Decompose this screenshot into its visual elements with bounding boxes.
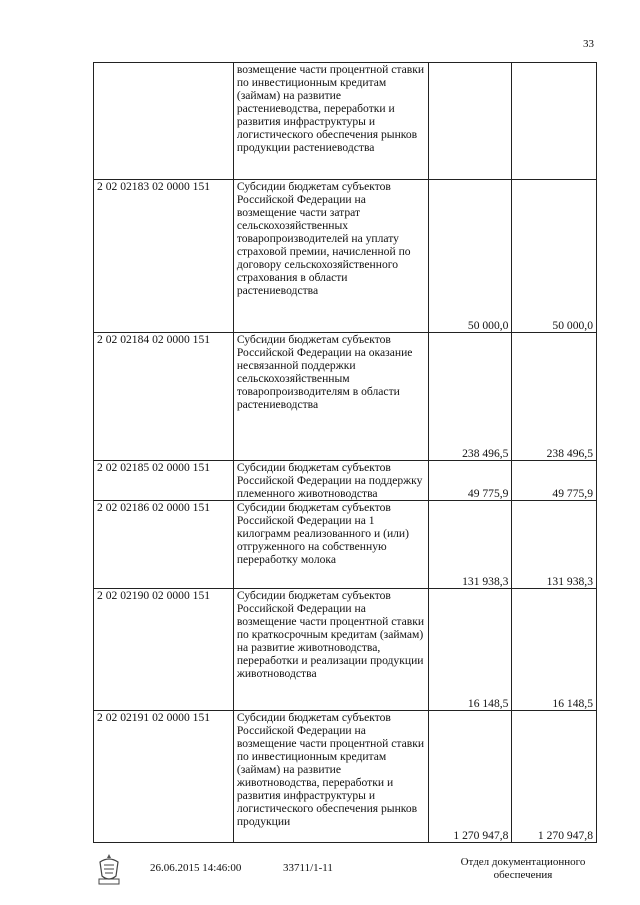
code-cell: 2 02 02183 02 0000 151 — [94, 180, 234, 333]
description-cell: Субсидии бюджетам субъектов Российской Федерации на возмещение части процентной ставки по инвестиционным кредитам (займам) на развитие животноводства, переработки и развития инфраструктуры и логистического обеспечения рынков продукции — [233, 711, 428, 843]
amount-cell-2: 49 775,9 — [512, 461, 597, 501]
description-cell: Субсидии бюджетам субъектов Российской Федерации на поддержку племенного животноводства — [233, 461, 428, 501]
amount-cell-2 — [512, 63, 597, 180]
page-number: 33 — [583, 38, 594, 50]
amount-cell-1 — [428, 63, 511, 180]
amount-cell-2: 1 270 947,8 — [512, 711, 597, 843]
amount-cell-1: 49 775,9 — [428, 461, 511, 501]
amount-cell-1: 16 148,5 — [428, 589, 511, 711]
code-cell: 2 02 02185 02 0000 151 — [94, 461, 234, 501]
description-cell: возмещение части процентной ставки по инвестиционным кредитам (займам) на развитие растениеводства, переработки и развития инфраструктуры и логистического обеспечения рынков продукции растениеводства — [233, 63, 428, 180]
amount-cell-1: 1 270 947,8 — [428, 711, 511, 843]
department-stamp — [438, 856, 608, 882]
footer-datetime: 26.06.2015 14:46:00 — [150, 862, 242, 874]
code-cell: 2 02 02184 02 0000 151 — [94, 333, 234, 461]
table-row — [94, 63, 597, 180]
description-cell: Субсидии бюджетам субъектов Российской Федерации на возмещение части затрат сельскохозяйственных товаропроизводителей на уплату страховой премии, начисленной по договору сельскохозяйственного страхования в области растениеводства — [233, 180, 428, 333]
description-cell: Субсидии бюджетам субъектов Российской Федерации на оказание несвязанной поддержки сельскохозяйственным товаропроизводителям в области растениеводства — [233, 333, 428, 461]
table-row — [94, 501, 597, 589]
description-cell: Субсидии бюджетам субъектов Российской Федерации на 1 килограмм реализованного и (или) отгруженного на собственную переработку молока — [233, 501, 428, 589]
table-row — [94, 180, 597, 333]
amount-cell-2: 16 148,5 — [512, 589, 597, 711]
table-row — [94, 711, 597, 843]
amount-cell-1: 131 938,3 — [428, 501, 511, 589]
code-cell: 2 02 02186 02 0000 151 — [94, 501, 234, 589]
amount-cell-1: 238 496,5 — [428, 333, 511, 461]
state-emblem-icon — [96, 852, 122, 886]
amount-cell-2: 238 496,5 — [512, 333, 597, 461]
table-row — [94, 589, 597, 711]
amount-cell-2: 131 938,3 — [512, 501, 597, 589]
code-cell: 2 02 02190 02 0000 151 — [94, 589, 234, 711]
footer-document-number: 33711/1-11 — [283, 862, 333, 874]
amount-cell-2: 50 000,0 — [512, 180, 597, 333]
code-cell — [94, 63, 234, 180]
table-row — [94, 333, 597, 461]
stamp-line-1: Отдел документационного — [460, 856, 586, 868]
description-cell: Субсидии бюджетам субъектов Российской Федерации на возмещение части процентной ставки по краткосрочным кредитам (займам) на развитие животноводства, переработки и реализации продукции животноводства — [233, 589, 428, 711]
budget-table — [93, 62, 597, 843]
stamp-line-2: обеспечения — [493, 869, 553, 881]
table-row — [94, 461, 597, 501]
amount-cell-1: 50 000,0 — [428, 180, 511, 333]
code-cell: 2 02 02191 02 0000 151 — [94, 711, 234, 843]
